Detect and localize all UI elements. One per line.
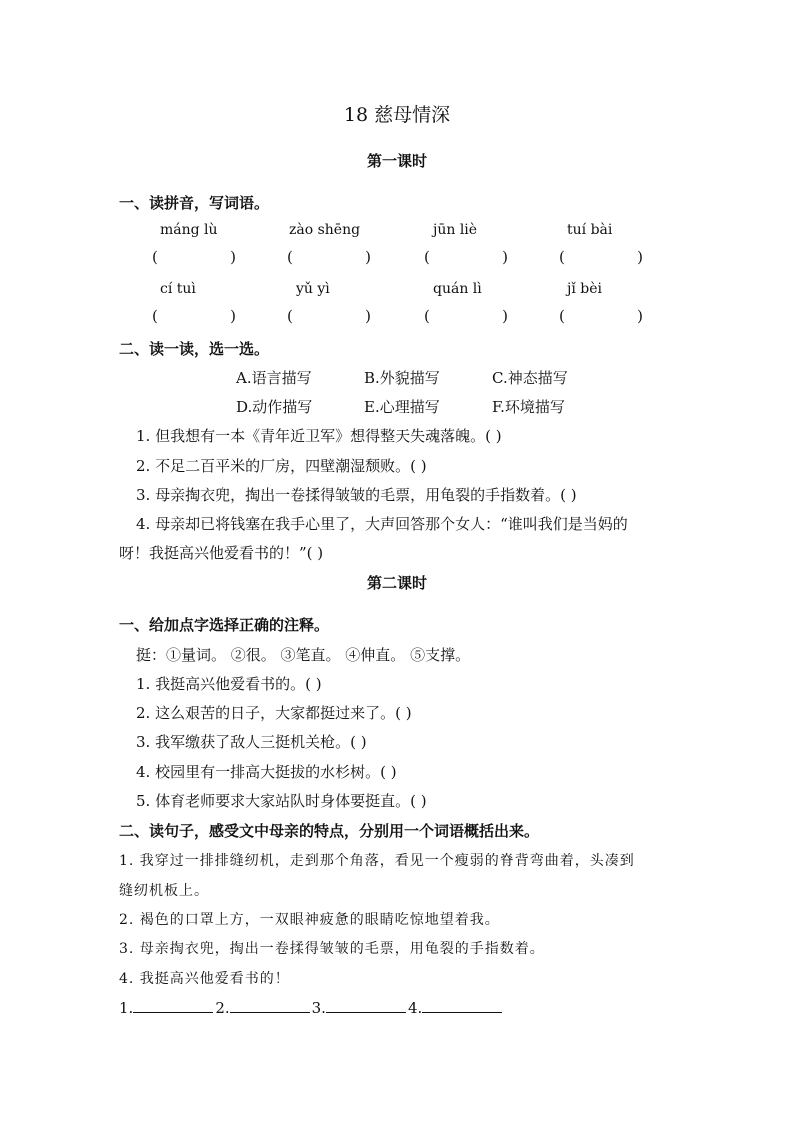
definition-list: 挺：①量词。 ②很。 ③笔直。 ④伸直。 ⑤支撑。 bbox=[136, 646, 471, 664]
answer-label: 1. bbox=[119, 999, 134, 1017]
answer-blank[interactable] bbox=[422, 998, 502, 1013]
option-f: F.环境描写 bbox=[492, 398, 565, 416]
pinyin-item: zào shēng bbox=[289, 222, 361, 238]
sentence-item: 2. 褐色的口罩上方，一双眼神疲惫的眼睛吃惊地望着我。 bbox=[119, 912, 500, 928]
answer-label: 3. bbox=[311, 999, 326, 1017]
page-title: 18 慈母情深 bbox=[343, 104, 451, 126]
section-summary-title: 二、读句子，感受文中母亲的特点，分别用一个词语概括出来。 bbox=[119, 822, 540, 840]
question-item: 4. 母亲却已将钱塞在我手心里了，大声回答那个女人：“谁叫我们是当妈的 bbox=[136, 515, 628, 533]
answer-blank[interactable] bbox=[326, 998, 406, 1013]
sentence-item: 3. 母亲掏衣兜，掏出一卷揉得皱皱的毛票，用龟裂的手指数着。 bbox=[119, 941, 545, 957]
sentence-item: 4. 我挺高兴他爱看书的！ bbox=[119, 971, 290, 987]
question-item: 5. 体育老师要求大家站队时身体要挺直。( ) bbox=[136, 792, 427, 810]
answer-blank[interactable] bbox=[133, 998, 213, 1013]
pinyin-item: tuí bài bbox=[567, 222, 613, 238]
section-annotation-title: 一、给加点字选择正确的注释。 bbox=[119, 616, 330, 634]
answer-blank[interactable] bbox=[230, 998, 310, 1013]
section-pinyin-title: 一、读拼音，写词语。 bbox=[119, 194, 270, 212]
option-b: B.外貌描写 bbox=[364, 369, 440, 387]
option-c: C.神态描写 bbox=[492, 369, 568, 387]
pinyin-item: jǐ bèi bbox=[567, 281, 602, 297]
option-d: D.动作描写 bbox=[236, 398, 313, 416]
question-item: 1. 我挺高兴他爱看书的。( ) bbox=[136, 675, 322, 693]
question-item-continued: 呀！我挺高兴他爱看书的！”( ) bbox=[119, 544, 324, 562]
pinyin-item: jūn liè bbox=[433, 222, 478, 238]
pinyin-item: máng lù bbox=[160, 222, 218, 238]
question-item: 1. 但我想有一本《青年近卫军》想得整天失魂落魄。( ) bbox=[136, 427, 502, 445]
question-item: 2. 这么艰苦的日子，大家都挺过来了。( ) bbox=[136, 704, 412, 722]
answer-box[interactable]: ( ) bbox=[152, 307, 236, 325]
option-e: E.心理描写 bbox=[364, 398, 440, 416]
answer-box[interactable]: ( ) bbox=[152, 248, 236, 266]
sentence-item: 1. 我穿过一排排缝纫机，走到那个角落，看见一个瘦弱的脊背弯曲着，头凑到 bbox=[119, 853, 635, 869]
question-item: 4. 校园里有一排高大挺拔的水杉树。( ) bbox=[136, 763, 397, 781]
option-a: A.语言描写 bbox=[236, 369, 312, 387]
answer-blanks bbox=[119, 998, 504, 1017]
lesson-two-heading: 第二课时 bbox=[366, 574, 427, 592]
question-item: 3. 我军缴获了敌人三挺机关枪。( ) bbox=[136, 733, 367, 751]
answer-label: 2. bbox=[215, 999, 230, 1017]
answer-box[interactable]: ( ) bbox=[287, 248, 371, 266]
question-item: 3. 母亲掏衣兜，掏出一卷揉得皱皱的毛票，用龟裂的手指数着。( ) bbox=[136, 486, 577, 504]
answer-label: 4. bbox=[407, 999, 423, 1017]
pinyin-item: quán lì bbox=[433, 281, 482, 297]
question-item: 2. 不足二百平米的厂房，四壁潮湿颓败。( ) bbox=[136, 457, 427, 475]
lesson-one-heading: 第一课时 bbox=[366, 152, 427, 170]
pinyin-item: yǔ yì bbox=[296, 281, 330, 297]
answer-box[interactable]: ( ) bbox=[559, 248, 643, 266]
answer-box[interactable]: ( ) bbox=[287, 307, 371, 325]
pinyin-item: cí tuì bbox=[160, 281, 196, 297]
answer-box[interactable]: ( ) bbox=[424, 248, 508, 266]
answer-box[interactable]: ( ) bbox=[424, 307, 508, 325]
section-choose-title: 二、读一读，选一选。 bbox=[119, 340, 270, 358]
sentence-item: 缝纫机板上。 bbox=[119, 883, 209, 899]
answer-box[interactable]: ( ) bbox=[559, 307, 643, 325]
